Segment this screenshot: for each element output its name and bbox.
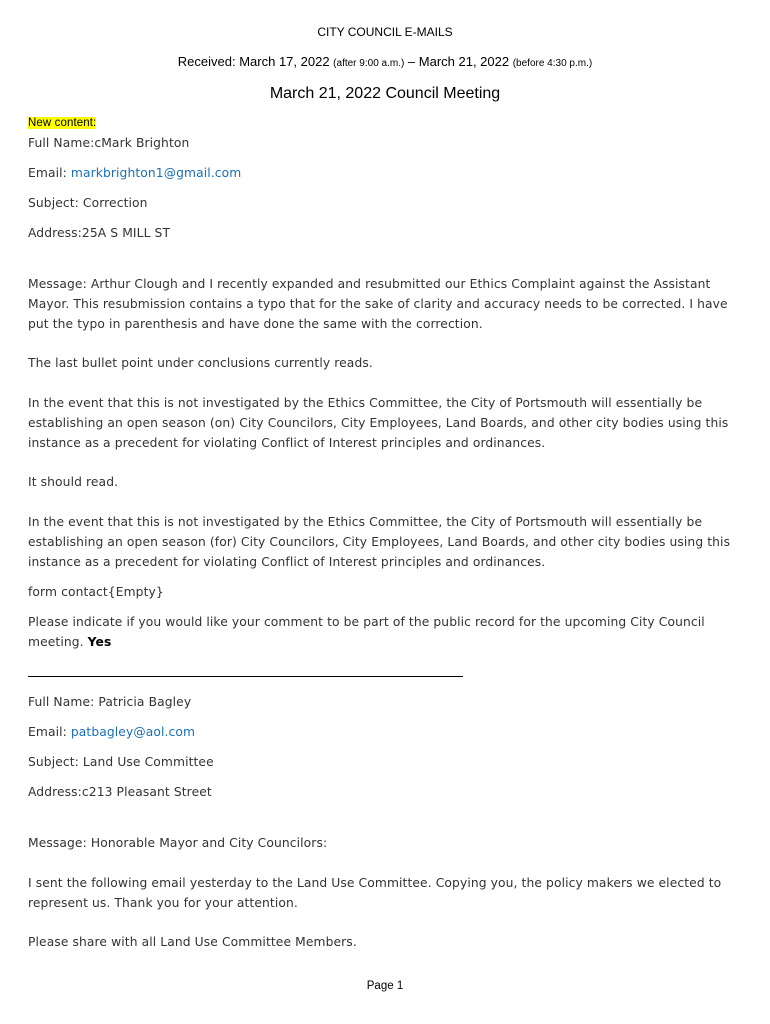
email1-message-p5: In the event that this is not investigated by the Ethics Committee, the City of Portsmouth will essentially be establishing an open season (for) City Councilors, City Employees, Land Boards, and other city bodies using this instance as a precedent for violating Conflict of Interest principles and ordinances. [28,515,731,569]
email1-subject: Subject: Correction [28,196,148,210]
email1-message-p3: In the event that this is not investigated by the Ethics Committee, the City of Portsmouth will essentially be establishing an open season (on) City Councilors, City Employees, Land Boards, and other city bodies using this instance as a precedent for violating Conflict of Interest principles and ordinances. [28,396,729,450]
email1-message-p2: The last bullet point under conclusions currently reads. [28,356,373,370]
email1-address: Address:25A S MILL ST [28,226,171,240]
email1-public-record-answer: Yes [87,635,112,649]
email1-public-record-question: Please indicate if you would like your comment to be part of the public record for the upcoming City Council meeting. [28,615,705,649]
document-title: CITY COUNCIL E-MAILS [317,25,453,39]
email2-email-link[interactable]: patbagley@aol.com [70,725,196,739]
email1-message-p1: Message: Arthur Clough and I recently expanded and resubmitted our Ethics Complaint against the Assistant Mayor. This resubmission contains a typo that for the sake of clarity and accuracy needs to be corrected. I have put the typo in parenthesis and have done the same with the correction. [28,277,728,331]
new-content-line [28,112,740,133]
email1-message-p4: It should read. [28,475,119,489]
email1-form-contact: form contact{Empty} [28,585,164,599]
email1-email-label: Email: [28,166,71,180]
email2-message-p3: Please share with all Land Use Committee Members. [28,935,357,949]
email2-email-label: Email: [28,725,71,739]
email2-full-name: Full Name: Patricia Bagley [28,695,192,709]
email2-address: Address:c213 Pleasant Street [28,785,212,799]
email1-email-line [28,163,740,183]
email1-public-record [28,612,740,652]
email2-message-p1: Message: Honorable Mayor and City Councilors: [28,836,328,850]
received-note-start: (after 9:00 a.m.) [333,58,405,69]
page-number: Page 1 [366,980,404,992]
email-separator [28,676,463,677]
received-range [0,54,770,69]
received-mid: – March 21, 2022 [404,54,513,69]
email1-full-name: Full Name:cMark Brighton [28,136,190,150]
email1-email-link[interactable]: markbrighton1@gmail.com [70,166,242,180]
email2-message-p2: I sent the following email yesterday to the Land Use Committee. Copying you, the policy makers we elected to represent us. Thank you for your attention. [28,876,722,910]
meeting-title: March 21, 2022 Council Meeting [269,85,501,102]
new-content-label: New content: [28,117,97,129]
email2-subject: Subject: Land Use Committee [28,755,214,769]
email2-email-line [28,722,740,742]
received-note-end: (before 4:30 p.m.) [512,58,593,69]
received-prefix: Received: March 17, 2022 [177,54,334,69]
